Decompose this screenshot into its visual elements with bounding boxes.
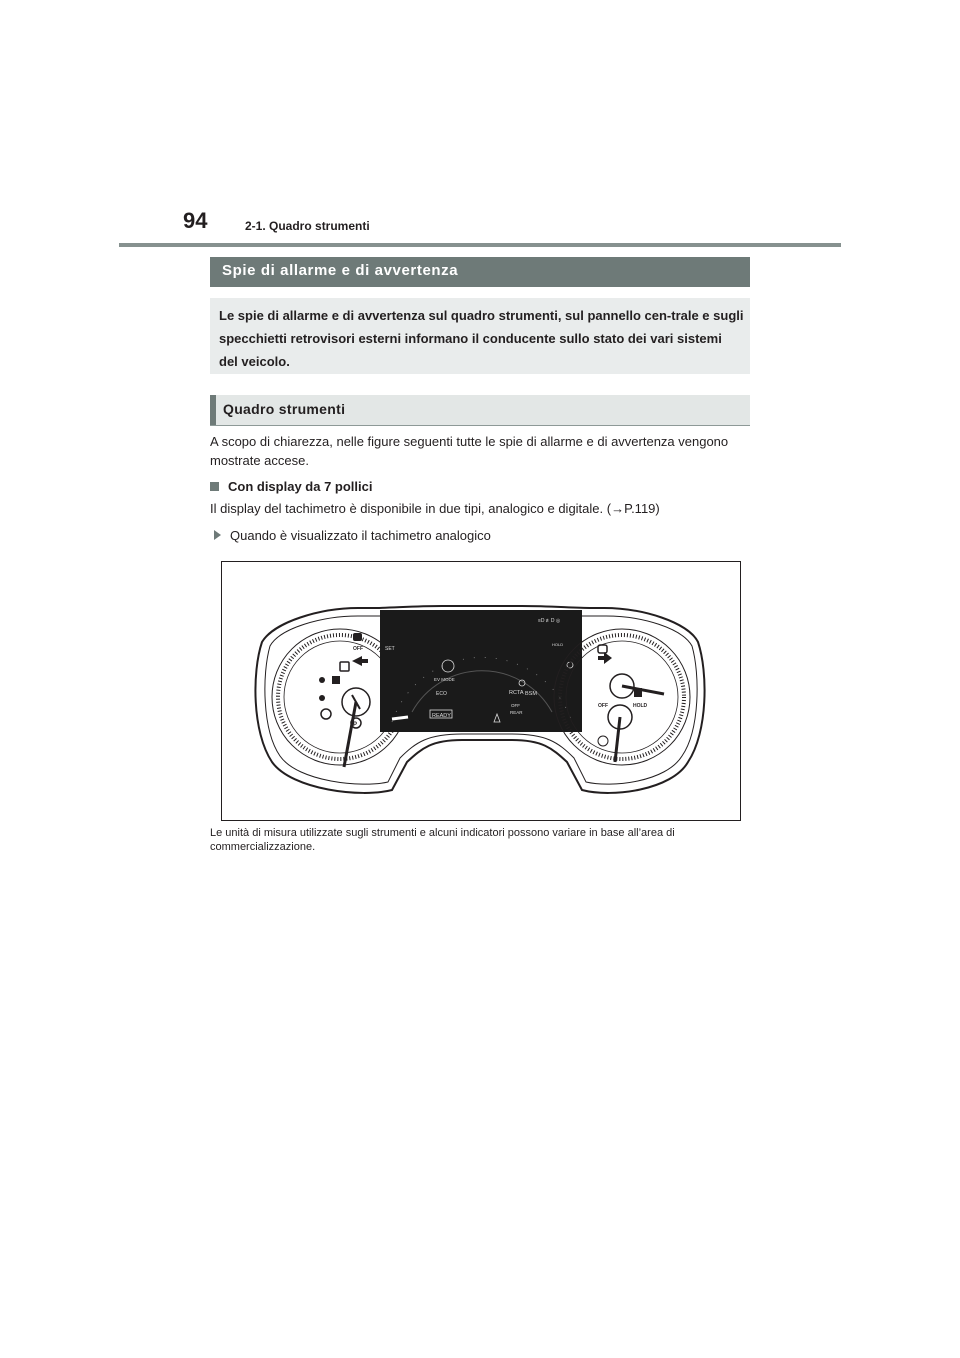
headlight-icon xyxy=(332,676,340,684)
ready-label: READY xyxy=(432,713,451,719)
subsection-bar xyxy=(210,395,216,425)
subsection-header xyxy=(210,395,750,426)
set-label: SET xyxy=(385,646,395,652)
bullet-analog-text: Quando è visualizzato il tachimetro analogico xyxy=(230,528,491,543)
rcta-off-label: OFF xyxy=(511,703,520,708)
fuel-pump-icon xyxy=(634,688,642,697)
page-number: 94 xyxy=(183,208,208,233)
eco-label: ECO xyxy=(436,691,447,697)
hold-label: HOLD xyxy=(633,703,648,709)
ev-mode-label: EV MODE xyxy=(434,677,455,682)
off-left-label: OFF xyxy=(353,646,363,652)
triangle-bullet-icon xyxy=(214,530,221,540)
band-title: Spie di allarme e di avvertenza xyxy=(222,262,459,279)
section-title: 2-1. Quadro strumenti xyxy=(245,219,370,233)
bullet-analog xyxy=(214,526,491,545)
p-label: P xyxy=(353,722,358,728)
lane-assist-off-icon xyxy=(353,633,362,641)
instrument-cluster-figure xyxy=(221,561,741,821)
rcta-label: RCTA xyxy=(509,690,524,696)
subsection-title: Quadro strumenti xyxy=(223,401,346,417)
heading-display xyxy=(210,477,372,496)
square-bullet-icon xyxy=(210,482,219,491)
paragraph-display-types: Il display del tachimetro è disponibile in due tipi, analogico e digitale. (→P.119) xyxy=(210,501,660,516)
airbag-icon xyxy=(319,695,325,701)
hold-small-label: HOLD xyxy=(552,642,564,647)
headlight-indicators: ≡D ≢D ◎ xyxy=(538,618,561,624)
section-band xyxy=(210,257,750,287)
instrument-cluster-illustration xyxy=(222,562,740,820)
paragraph-intro: A scopo di chiarezza, nelle figure seguenti tutte le spie di allarme e di avvertenza vengono mostrate accese. xyxy=(210,434,729,468)
heading-display-text: Con display da 7 pollici xyxy=(228,479,373,494)
bsm-label: BSM xyxy=(525,691,537,697)
intro-text: Le spie di allarme e di avvertenza sul quadro strumenti, sul pannello cen-trale e sugli specchietti retrovisori esterni informano il conducente sullo stato dei vari sistemi del veicolo. xyxy=(219,308,744,369)
intro-box xyxy=(210,298,750,374)
rear-label: REAR xyxy=(510,710,523,715)
center-display xyxy=(380,610,582,732)
seatbelt-icon xyxy=(319,677,325,683)
header-rule xyxy=(119,243,841,247)
figure-caption: Le unità di misura utilizzate sugli strumenti e alcuni indicatori possono variare in base all’area di commercializzazione. xyxy=(210,827,675,853)
off-right-label: OFF xyxy=(598,703,608,709)
